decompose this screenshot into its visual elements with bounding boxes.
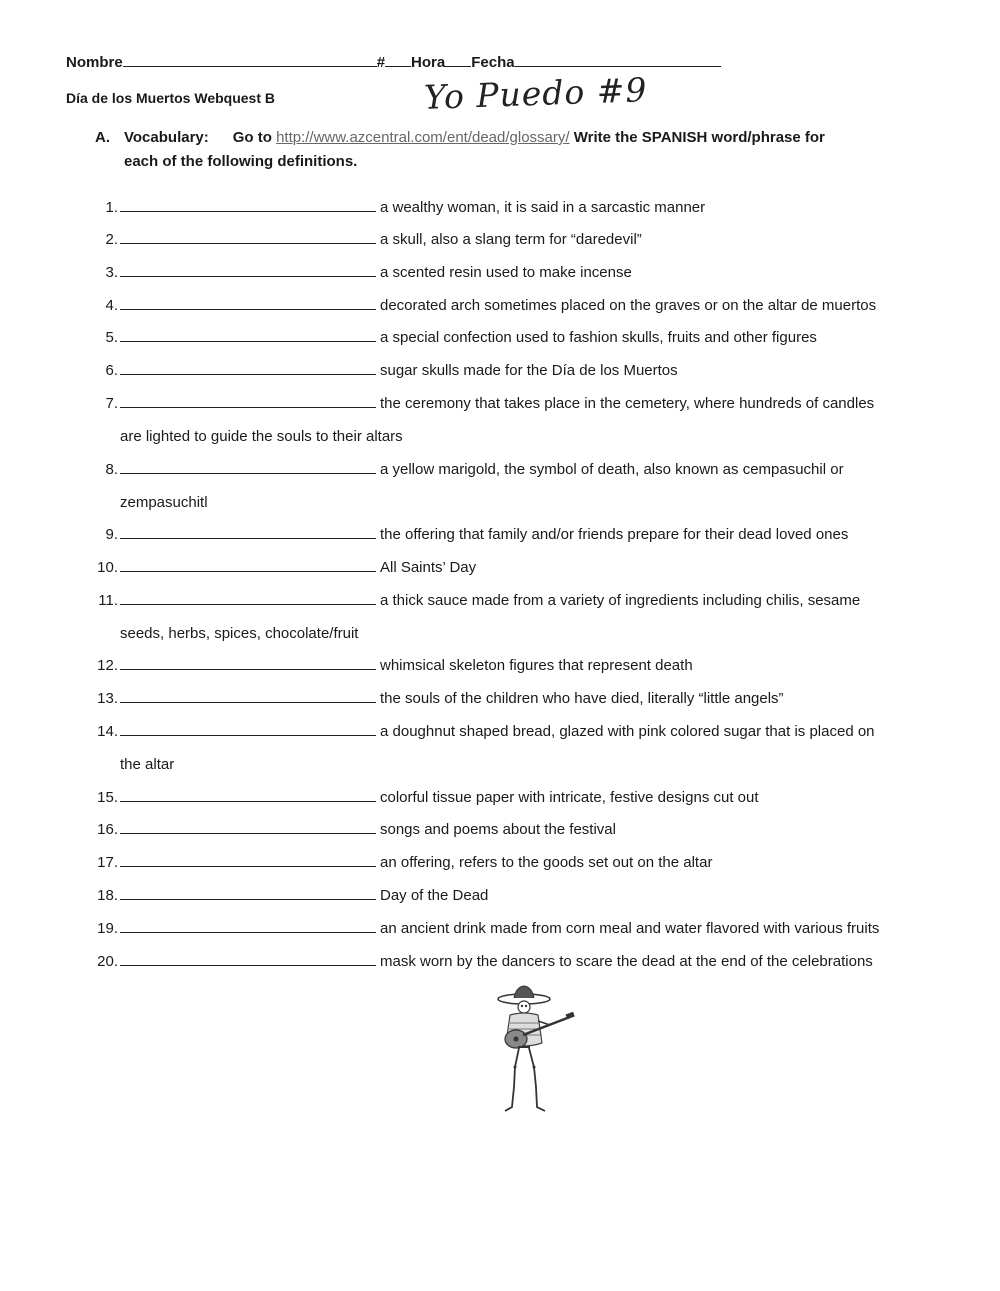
answer-blank[interactable] xyxy=(120,264,376,277)
section-instructions xyxy=(95,126,945,174)
handwritten-note: Yo Puedo #9 xyxy=(423,70,649,117)
item-definition-continued: the altar xyxy=(120,756,175,773)
worksheet-title: Día de los Muertos Webquest B xyxy=(66,90,275,106)
item-number: 3. xyxy=(105,264,118,281)
list-item xyxy=(86,461,966,478)
item-number: 8. xyxy=(105,461,118,478)
item-definition: sugar skulls made for the Día de los Muertos xyxy=(380,362,678,379)
item-number: 20. xyxy=(97,953,118,970)
item-definition: the ceremony that takes place in the cemetery, where hundreds of candles xyxy=(380,395,875,412)
hora-label: Hora xyxy=(411,54,446,71)
name-blank[interactable] xyxy=(123,52,377,67)
item-definition: decorated arch sometimes placed on the graves or on the altar de muertos xyxy=(380,297,877,314)
item-definition: mask worn by the dancers to scare the dead at the end of the celebrations xyxy=(380,953,873,970)
item-definition: whimsical skeleton figures that represent death xyxy=(380,657,693,674)
item-number: 17. xyxy=(97,854,118,871)
left-leg xyxy=(505,1048,519,1111)
answer-blank[interactable] xyxy=(120,789,376,802)
answer-blank[interactable] xyxy=(120,559,376,572)
answer-blank[interactable] xyxy=(120,297,376,310)
item-definition: colorful tissue paper with intricate, festive designs cut out xyxy=(380,789,759,806)
list-item xyxy=(86,297,966,314)
fecha-label: Fecha xyxy=(471,54,515,71)
answer-blank[interactable] xyxy=(120,854,376,867)
sombrero-crown xyxy=(514,986,534,998)
list-item xyxy=(86,920,966,937)
answer-blank[interactable] xyxy=(120,723,376,736)
answer-blank[interactable] xyxy=(120,953,376,966)
list-item xyxy=(86,592,966,609)
list-item xyxy=(86,953,966,970)
answer-blank[interactable] xyxy=(120,329,376,342)
list-item xyxy=(86,362,966,379)
section-title: Vocabulary: xyxy=(124,129,209,146)
list-item xyxy=(86,395,966,412)
item-definition-continued: are lighted to guide the souls to their altars xyxy=(120,428,403,445)
answer-blank[interactable] xyxy=(120,592,376,605)
list-item xyxy=(86,854,966,871)
item-definition: a wealthy woman, it is said in a sarcastic manner xyxy=(380,199,706,216)
answer-blank[interactable] xyxy=(120,231,376,244)
item-number: 15. xyxy=(97,789,118,806)
item-number: 2. xyxy=(105,231,118,248)
item-number: 13. xyxy=(97,690,118,707)
item-number: 4. xyxy=(105,297,118,314)
list-item xyxy=(86,789,966,806)
instruction-text: Write the SPANISH word/phrase for xyxy=(573,129,825,146)
item-definition: the offering that family and/or friends prepare for their dead loved ones xyxy=(380,526,849,543)
fecha-blank[interactable] xyxy=(515,52,721,67)
hora-blank[interactable] xyxy=(445,52,471,67)
list-item xyxy=(86,723,966,740)
item-number: 5. xyxy=(105,329,118,346)
list-item xyxy=(86,821,966,838)
answer-blank[interactable] xyxy=(120,887,376,900)
list-item xyxy=(86,329,966,346)
answer-blank[interactable] xyxy=(120,199,376,212)
list-item xyxy=(86,657,966,674)
number-blank[interactable] xyxy=(385,52,411,67)
name-label: Nombre xyxy=(66,54,123,71)
instruction-text-2: each of the following definitions. xyxy=(124,153,358,170)
header-line xyxy=(66,52,721,71)
item-definition: All Saints’ Day xyxy=(380,559,477,576)
answer-blank[interactable] xyxy=(120,362,376,375)
skull xyxy=(518,1001,530,1013)
list-item xyxy=(86,526,966,543)
item-definition: a thick sauce made from a variety of ingredients including chilis, sesame xyxy=(380,592,861,609)
answer-blank[interactable] xyxy=(120,526,376,539)
item-definition-continued: zempasuchitl xyxy=(120,494,208,511)
item-number: 14. xyxy=(97,723,118,740)
list-item xyxy=(86,264,966,281)
item-definition-continued: seeds, herbs, spices, chocolate/fruit xyxy=(120,625,359,642)
item-definition: a skull, also a slang term for “daredevil” xyxy=(380,231,642,248)
item-definition: a yellow marigold, the symbol of death, also known as cempasuchil or xyxy=(380,461,844,478)
answer-blank[interactable] xyxy=(120,920,376,933)
item-number: 12. xyxy=(97,657,118,674)
item-definition: an ancient drink made from corn meal and water flavored with various fruits xyxy=(380,920,880,937)
list-item xyxy=(86,199,966,216)
right-leg xyxy=(529,1048,545,1111)
item-definition: an offering, refers to the goods set out on the altar xyxy=(380,854,713,871)
hash-label: # xyxy=(376,54,386,71)
item-number: 11. xyxy=(98,592,118,609)
item-number: 10. xyxy=(97,559,118,576)
list-item xyxy=(86,690,966,707)
answer-blank[interactable] xyxy=(120,657,376,670)
item-definition: a special confection used to fashion skulls, fruits and other figures xyxy=(380,329,817,346)
item-number: 18. xyxy=(97,887,118,904)
answer-blank[interactable] xyxy=(120,461,376,474)
item-number: 1. xyxy=(105,199,118,216)
list-item xyxy=(86,887,966,904)
item-number: 7. xyxy=(105,395,118,412)
list-item xyxy=(86,559,966,576)
skeleton-guitarist-illustration xyxy=(490,985,580,1120)
answer-blank[interactable] xyxy=(120,821,376,834)
item-number: 6. xyxy=(105,362,118,379)
item-definition: the souls of the children who have died, literally “little angels” xyxy=(380,690,784,707)
item-definition: songs and poems about the festival xyxy=(380,821,616,838)
item-definition: a doughnut shaped bread, glazed with pink colored sugar that is placed on xyxy=(380,723,875,740)
go-to-text: Go to xyxy=(232,129,272,146)
item-number: 19. xyxy=(97,920,118,937)
item-definition: Day of the Dead xyxy=(380,887,489,904)
glossary-link[interactable]: http://www.azcentral.com/ent/dead/glossary/ xyxy=(276,129,570,146)
list-item xyxy=(86,231,966,248)
answer-blank[interactable] xyxy=(120,395,376,408)
section-letter: A. xyxy=(95,129,110,146)
answer-blank[interactable] xyxy=(120,690,376,703)
item-number: 16. xyxy=(97,821,118,838)
item-number: 9. xyxy=(105,526,118,543)
item-definition: a scented resin used to make incense xyxy=(380,264,632,281)
